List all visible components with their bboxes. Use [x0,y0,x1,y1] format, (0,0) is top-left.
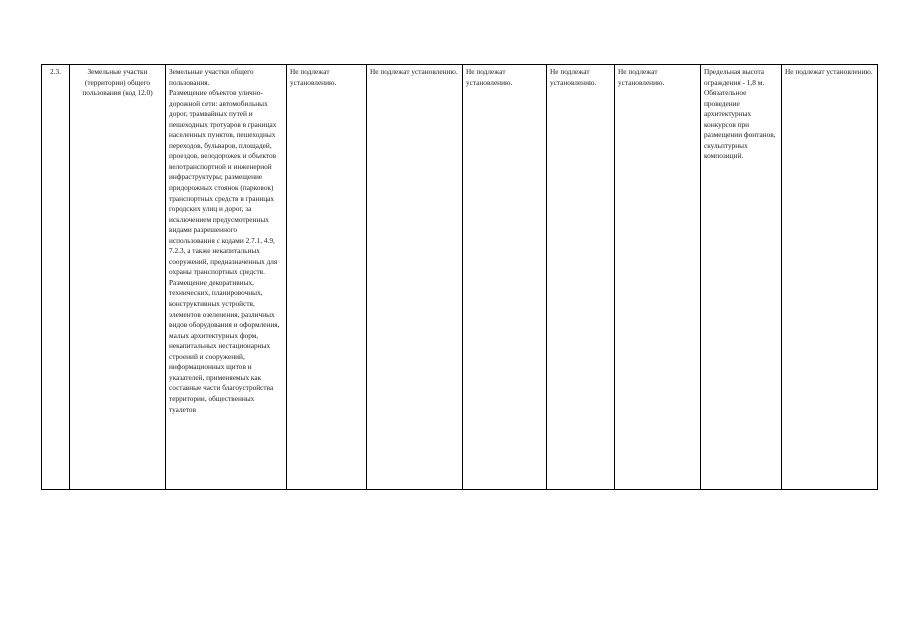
parameter-cell-5: Не подлежат установлению. [615,65,701,490]
parameter-cell-4: Не подлежат установлению. [547,65,615,490]
parameter-cell-3: Не подлежат установлению. [463,65,547,490]
land-use-name-cell: Земельные участки (территории) общего пользования (код 12.0) [70,65,166,490]
row-number-cell: 2.3. [42,65,70,490]
additional-requirements-cell: Предельная высота ограждения - 1,8 м. Обязательное проведение архитектурных конкурсов при размещении фонтанов, скульптурных композиций. [701,65,782,490]
regulations-table [41,64,878,490]
parameter-cell-2: Не подлежат установлению. [367,65,463,490]
table-row [42,65,878,490]
land-use-description-cell: Земельные участки общего пользования. Размещение объектов улично-дорожной сети: автомобильных дорог, трамвайных путей и пешеходных тротуаров в границах населенных пунктов, пешеходных переходов, бульваров, площадей, проездов, велодорожек и объектов велотранспортной и инженерной инфраструктуры; размещение придорожных стоянок (парковок) транспортных средств в границах городских улиц и дорог, за исключением предусмотренных видами разрешенного использования с кодами 2.7.1, 4.9, 7.2.3, а также некапитальных сооружений, предназначенных для охраны транспортных средств. Размещение декоративных, технических, планировочных, конструктивных устройств, элементов озеленения, различных видов оборудования и оформления, малых архитектурных форм, некапитальных нестационарных строений и сооружений, информационных щитов и указателей, применяемых как составные части благоустройства территории, общественных туалетов [166,65,287,490]
parameter-cell-6: Не подлежат установлению. [782,65,878,490]
parameter-cell-1: Не подлежат установлению. [287,65,367,490]
